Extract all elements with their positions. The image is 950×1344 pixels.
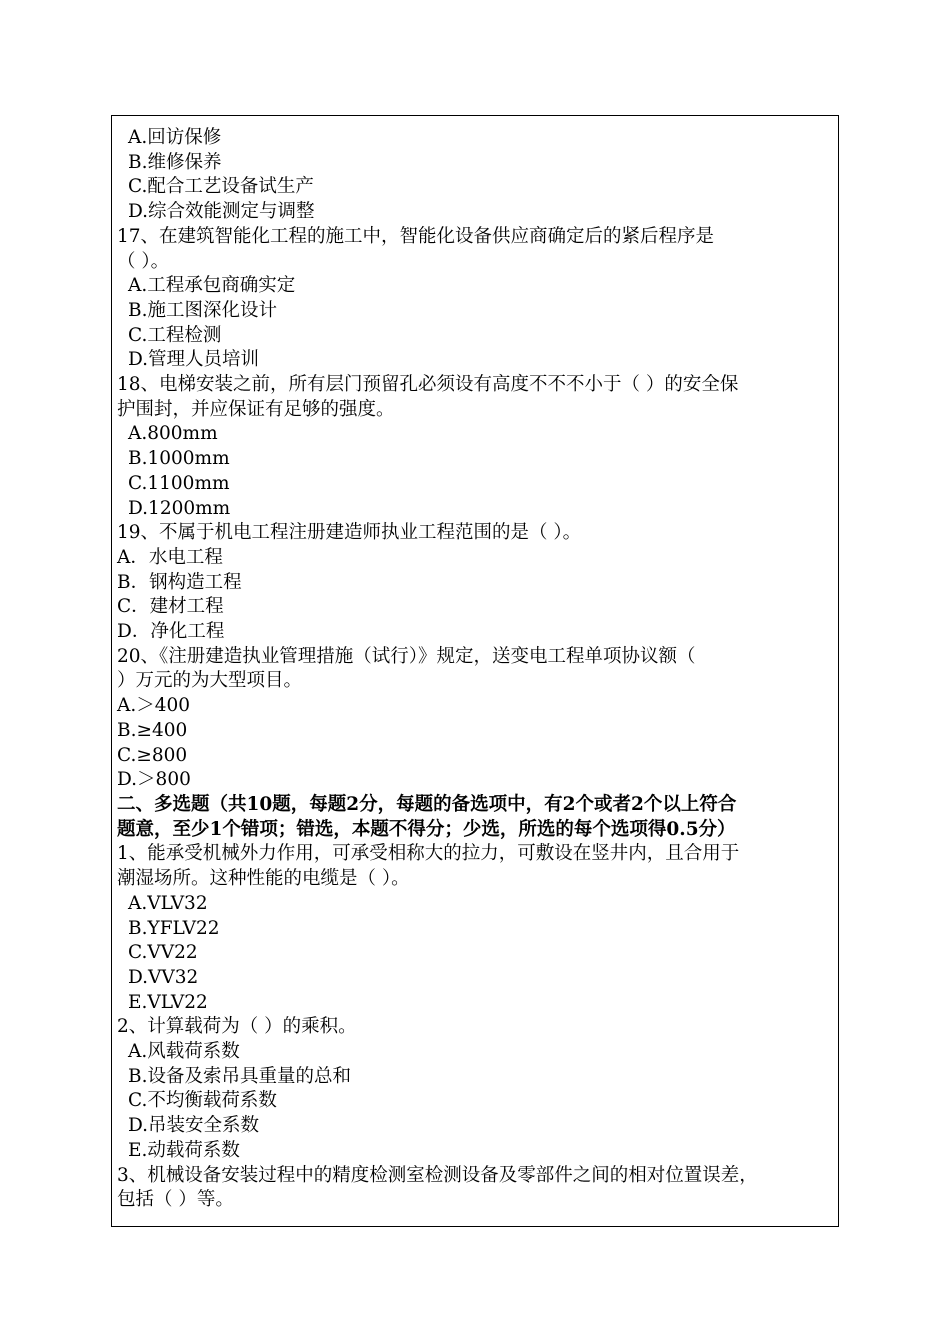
q16-option-b: B.维修保养 <box>128 151 222 173</box>
q20-option-a: A.＞400 <box>117 695 191 717</box>
m1-stem-line1: 1、能承受机械外力作用，可承受相称大的拉力，可敷设在竖井内，且合用于 <box>117 843 740 865</box>
m2-option-b: B.设备及索吊具重量的总和 <box>128 1065 351 1087</box>
m1-option-d: D.VV32 <box>128 966 199 988</box>
m1-option-c: C.VV22 <box>128 942 198 964</box>
m2-option-e: E.动载荷系数 <box>128 1139 240 1161</box>
m2-option-d: D.吊装安全系数 <box>128 1115 260 1137</box>
q18-option-a: A.800mm <box>128 423 218 445</box>
exam-content <box>117 126 833 1213</box>
q17-stem-line1: 17、在建筑智能化工程的施工中，智能化设备供应商确定后的紧后程序是 <box>117 225 715 247</box>
q18-option-d: D.1200mm <box>128 497 231 519</box>
m1-stem-line2: 潮湿场所。这种性能的电缆是（ ）。 <box>117 868 410 890</box>
q20-stem-line2: ）万元的为大型项目。 <box>117 670 303 692</box>
q20-option-b: B.≥400 <box>117 719 188 741</box>
m2-stem-line1: 2、计算载荷为（ ）的乘积。 <box>117 1016 357 1038</box>
section2-heading-line2: 题意，至少1个错项；错选，本题不得分；少选，所选的每个选项得0.5分） <box>117 818 736 840</box>
q17-option-d: D.管理人员培训 <box>128 349 260 371</box>
section2-heading-line1: 二、多选题（共10题，每题2分，每题的备选项中，有2个或者2个以上符合 <box>117 793 737 815</box>
m2-option-c: C.不均衡载荷系数 <box>128 1090 277 1112</box>
q17-option-a: A.工程承包商确实定 <box>128 275 296 297</box>
q19-option-d: D．净化工程 <box>117 621 225 643</box>
q19-option-b: B．钢构造工程 <box>117 571 242 593</box>
q17-option-b: B.施工图深化设计 <box>128 299 277 321</box>
q19-option-a: A．水电工程 <box>117 546 223 568</box>
q20-option-d: D.＞800 <box>117 769 191 791</box>
q18-stem-line2: 护围封，并应保证有足够的强度。 <box>117 398 395 420</box>
m2-option-a: A.风载荷系数 <box>128 1041 240 1063</box>
q20-option-c: C.≥800 <box>117 744 188 766</box>
q16-option-d: D.综合效能测定与调整 <box>128 201 315 223</box>
q18-option-c: C.1100mm <box>128 472 230 494</box>
q18-option-b: B.1000mm <box>128 448 230 470</box>
q19-stem-line1: 19、不属于机电工程注册建造师执业工程范围的是（ ）。 <box>117 522 582 544</box>
q16-option-c: C.配合工艺设备试生产 <box>128 176 314 198</box>
q20-stem-line1: 20、《注册建造执业管理措施（试行）》规定，送变电工程单项协议额（ <box>117 645 696 667</box>
m1-option-e: E.VLV22 <box>128 991 208 1013</box>
q17-option-c: C.工程检测 <box>128 324 222 346</box>
m3-stem-line1: 3、机械设备安装过程中的精度检测室检测设备及零部件之间的相对位置误差， <box>117 1164 758 1186</box>
q18-stem-line1: 18、电梯安装之前，所有层门预留孔必须设有高度不不不小于（ ）的安全保 <box>117 374 739 396</box>
m1-option-a: A.VLV32 <box>128 892 208 914</box>
q19-option-c: C．建材工程 <box>117 596 224 618</box>
q17-stem-line2: （ ）。 <box>117 250 170 272</box>
q16-option-a: A.回访保修 <box>128 127 222 148</box>
m3-stem-line2: 包括（ ）等。 <box>117 1189 234 1211</box>
m1-option-b: B.YFLV22 <box>128 917 220 939</box>
